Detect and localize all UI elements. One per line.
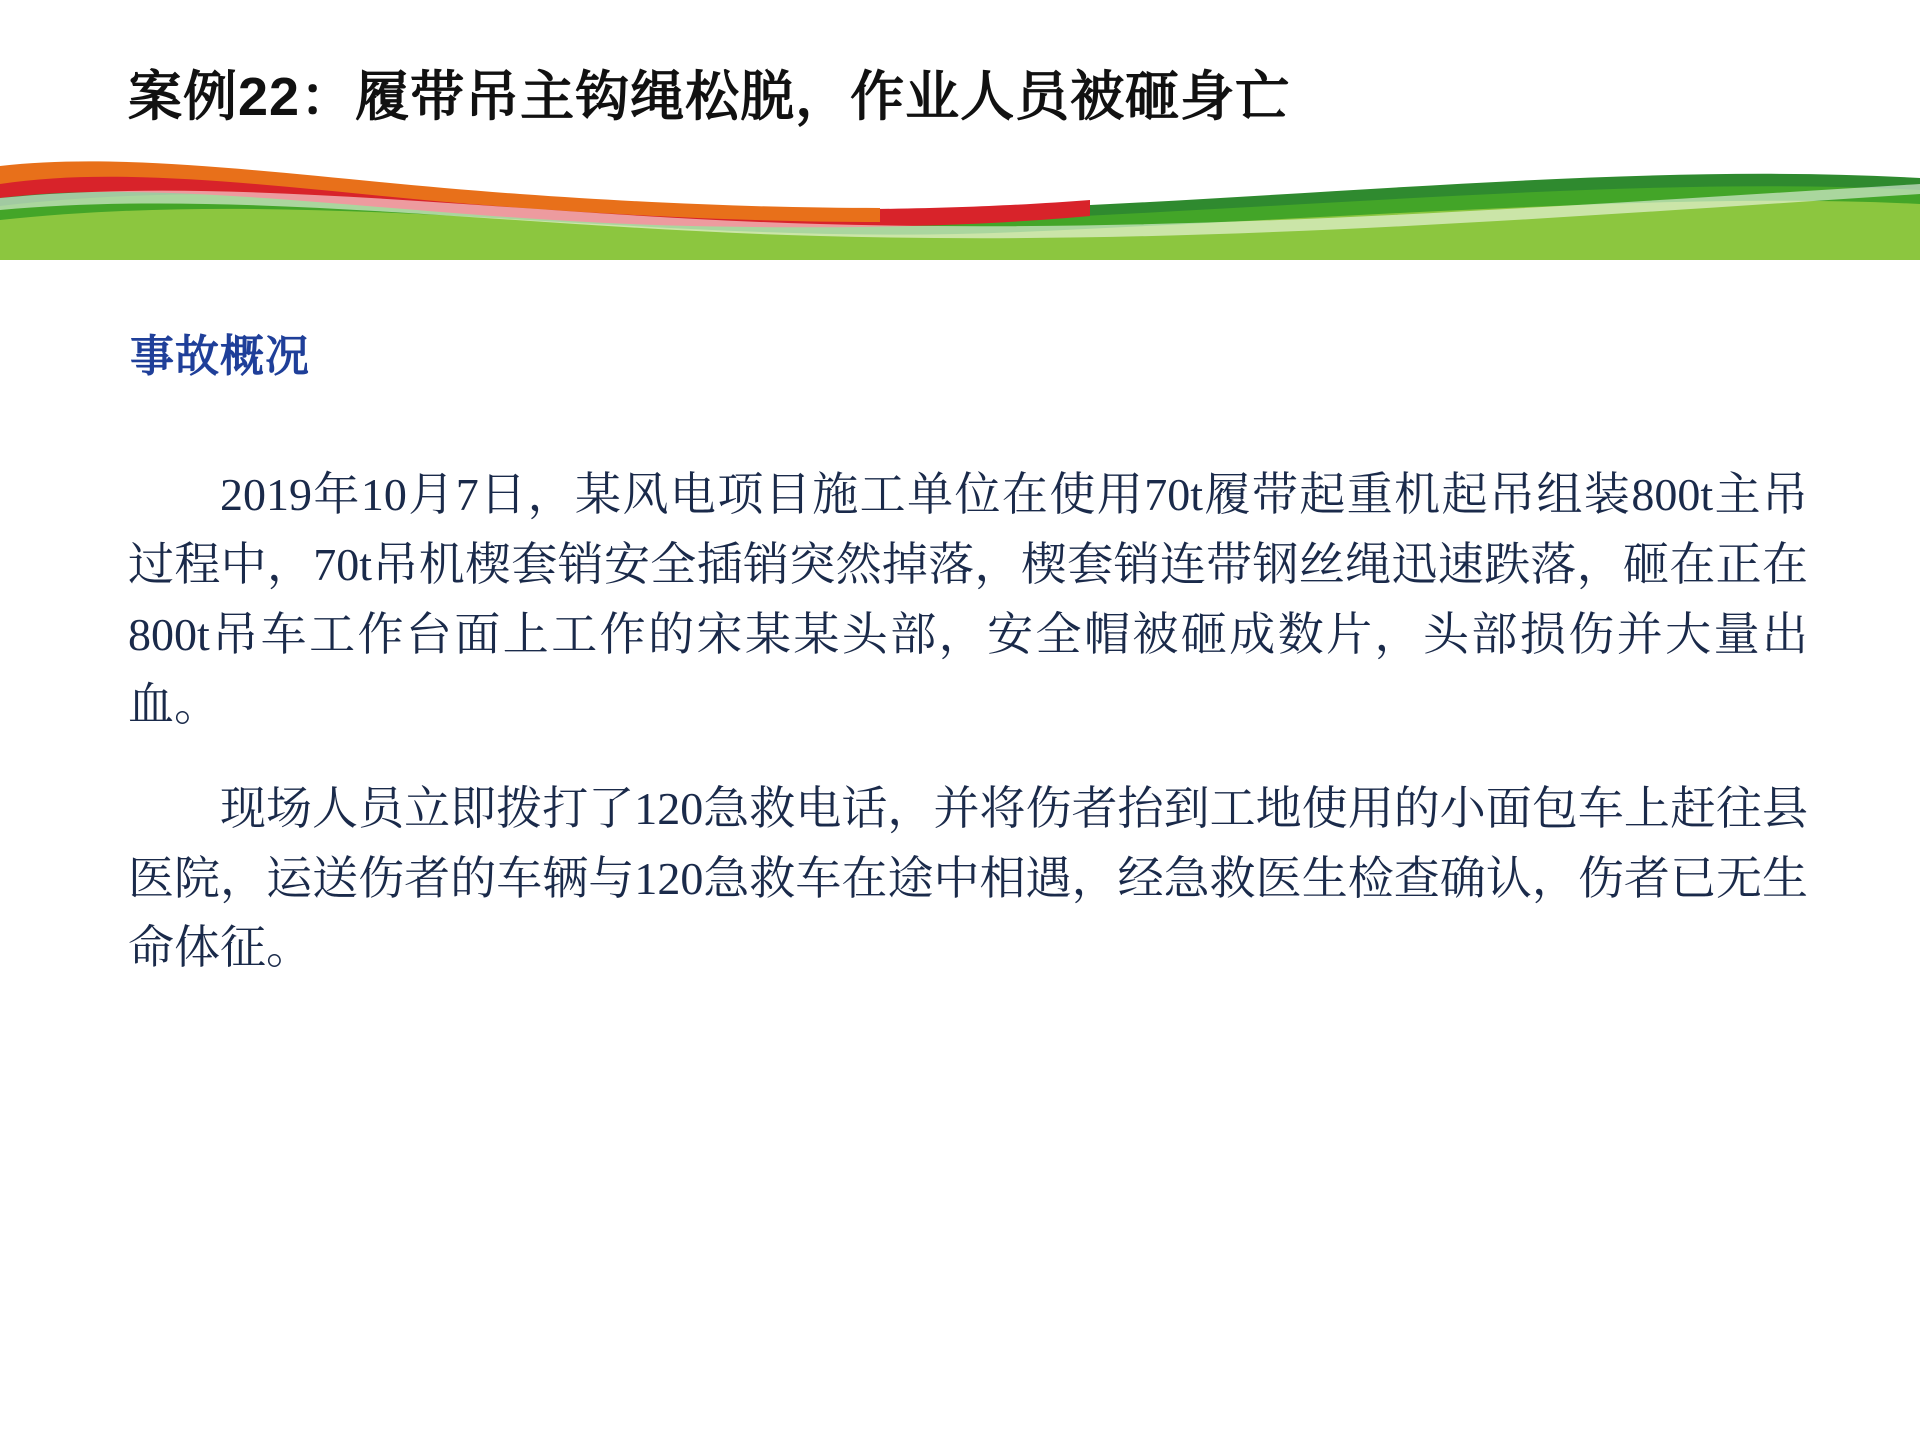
slide-header <box>0 0 1920 240</box>
paragraph-2: 现场人员立即拨打了120急救电话，并将伤者抬到工地使用的小面包车上赶往县医院，运送伤者的车辆与120急救车在途中相遇，经急救医生检查确认，伤者已无生命体征。 <box>128 782 1808 974</box>
paragraph-1: 2019年10月7日，某风电项目施工单位在使用70t履带起重机起吊组装800t主吊过程中，70t吊机楔套销安全插销突然掉落，楔套销连带钢丝绳迅速跌落，砸在正在800t吊车工作台面上工作的宋某某头部，安全帽被砸成数片，头部损伤并大量出血。 <box>128 469 1808 730</box>
page-title: 案例22：履带吊主钩绳松脱，作业人员被砸身亡 <box>128 67 1291 127</box>
section-heading: 事故概况 <box>130 332 310 381</box>
body-text <box>128 460 1808 983</box>
color-wave-banner <box>0 150 1920 260</box>
